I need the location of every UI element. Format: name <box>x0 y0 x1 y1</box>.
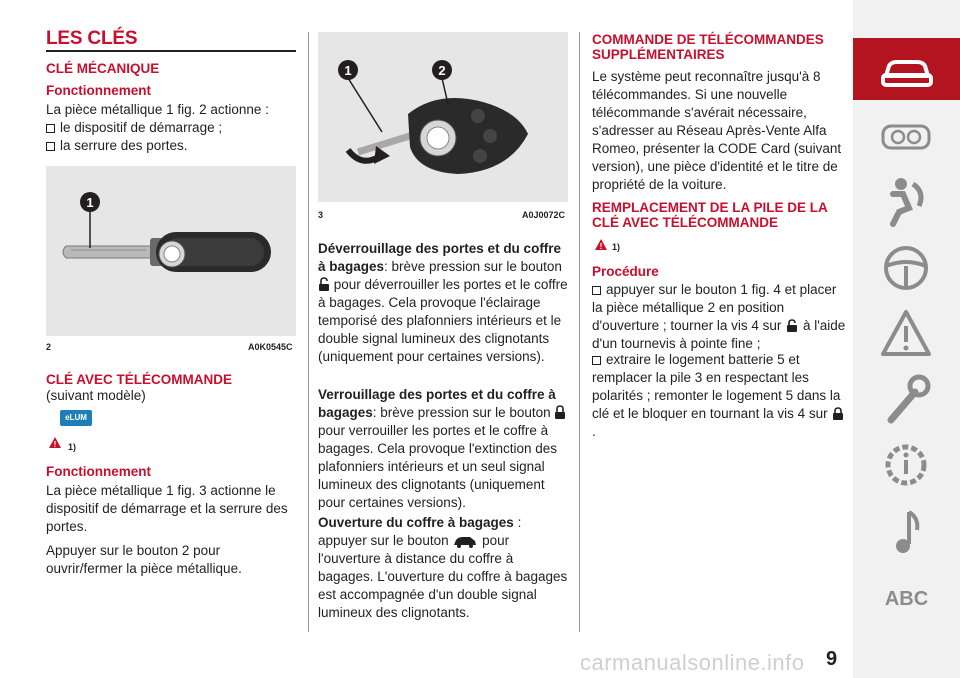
figure-code: A0J0072C <box>522 210 566 220</box>
warning-icon <box>594 238 608 251</box>
svg-text:!: ! <box>53 440 57 449</box>
figure-code: A0K0545C <box>248 342 293 352</box>
sidebar-item-safety[interactable] <box>853 170 960 232</box>
key-illustration <box>46 166 296 336</box>
warning-icon <box>48 436 62 449</box>
sidebar-item-multimedia[interactable] <box>853 500 960 562</box>
steering-wheel-icon <box>853 236 960 298</box>
watermark: carmanualsonline.info <box>580 650 805 675</box>
page-number: 9 <box>826 648 838 670</box>
page-title: LES CLÉS <box>46 28 138 49</box>
paragraph: La pièce métallique 1 fig. 3 actionne le dispositif de démarrage et la serrure des portes. <box>46 483 288 534</box>
music-note-icon <box>853 500 960 562</box>
checkbox-bullet-icon <box>46 124 55 133</box>
warning-reference: 1) <box>612 242 621 252</box>
unlock-icon <box>785 319 799 333</box>
section-title-additional-remotes: COMMANDE DE TÉLÉCOMMANDES SUPPLÉMENTAIRES <box>592 32 824 62</box>
sidebar-item-car[interactable] <box>853 38 960 100</box>
column-divider-2 <box>579 32 580 632</box>
list-item: appuyer sur le bouton 1 fig. 4 et placer la pièce métallique 2 en position d'ouverture ; tourner la vis 4 sur à l'aide d'un tournevis à pointe fine ; <box>592 282 846 351</box>
lock-icon <box>831 407 845 421</box>
warning-icon <box>853 302 960 364</box>
index-abc-label: ABC <box>884 588 929 610</box>
gear-info-icon <box>853 434 960 496</box>
lock-icon <box>554 405 566 420</box>
title-rule <box>46 50 296 52</box>
figure-3-remote-key <box>318 32 568 202</box>
checkbox-bullet-icon <box>46 142 55 151</box>
wrench-icon <box>853 368 960 430</box>
paragraph-trunk: Ouverture du coffre à bagages : appuyer sur le bouton pour l'ouverture à distance du coffre à bagages. L'ouverture du coffre à bagages est accompagnée d'un double signal lumineux des clignotants. <box>318 515 568 620</box>
section-subtitle: (suivant modèle) <box>46 388 146 403</box>
svg-text:!: ! <box>599 242 603 251</box>
checkbox-bullet-icon <box>592 356 601 365</box>
sidebar-item-driving[interactable] <box>853 236 960 298</box>
trunk-icon <box>452 534 478 548</box>
elum-badge: eLUM <box>60 410 92 426</box>
sidebar-item-emergency[interactable] <box>853 302 960 364</box>
paragraph-lock: Verrouillage des portes et du coffre à bagages: brève pression sur le bouton pour verrouiller les portes et le coffre à bagages. Cela provoque l'extinction des plafonniers intérieurs et un seul signal lumineux des clignotants (uniquement pour certaines versions). <box>318 386 570 512</box>
warning-reference: 1) <box>68 442 77 452</box>
sidebar-item-index[interactable] <box>853 572 960 634</box>
section-title-remote-key: CLÉ AVEC TÉLÉCOMMANDE <box>46 372 233 387</box>
paragraph-unlock: Déverrouillage des portes et du coffre à bagages: brève pression sur le bouton pour déverrouiller les portes et le coffre à bagages. Cela provoque l'éclairage temporisé des plafonniers intérieurs et le double signal lumineux des clignotants (uniquement pour certaines versions). <box>318 241 568 364</box>
car-icon <box>853 38 960 100</box>
list-item: la serrure des portes. <box>46 137 188 155</box>
checkbox-bullet-icon <box>592 286 601 295</box>
paragraph: Appuyer sur le bouton 2 pour ouvrir/fermer la pièce métallique. <box>46 543 242 576</box>
dashboard-icon <box>853 104 960 166</box>
subheading-operation: Fonctionnement <box>46 464 151 479</box>
seat-airbag-icon <box>853 170 960 232</box>
remote-key-illustration <box>318 32 568 202</box>
sidebar-item-technical[interactable] <box>853 434 960 496</box>
list-item: extraire le logement batterie 5 et remplacer la pile 3 en respectant les polarités ; remonter le logement 5 dans la clé et le bloquer en tournant la vis 4 sur . <box>592 351 847 441</box>
figure-2-mechanical-key <box>46 166 296 336</box>
list-item: le dispositif de démarrage ; <box>46 119 222 137</box>
paragraph: Le système peut reconnaître jusqu'à 8 télécommandes. Si une nouvelle télécommande s'avérait nécessaire, s'adresser au Réseau Après-Vente Alfa Romeo, présenter la CODE Card (suivant version), une pièce d'identité et le titre de propriété de la voiture. <box>592 69 842 192</box>
svg-text:2: 2 <box>438 63 446 78</box>
figure-number: 3 <box>318 210 324 220</box>
svg-text:1: 1 <box>344 63 352 78</box>
sidebar-item-maintenance[interactable] <box>853 368 960 430</box>
subheading-procedure: Procédure <box>592 264 659 279</box>
figure-number: 2 <box>46 342 52 352</box>
subheading-operation: Fonctionnement <box>46 83 151 98</box>
paragraph: La pièce métallique 1 fig. 2 actionne : <box>46 102 269 117</box>
sidebar-item-dashboard[interactable] <box>853 104 960 166</box>
unlock-icon <box>318 277 330 292</box>
svg-text:1: 1 <box>86 195 94 210</box>
column-divider-1 <box>308 32 309 632</box>
section-title-battery-replacement: REMPLACEMENT DE LA PILE DE LA CLÉ AVEC TÉLÉCOMMANDE <box>592 200 828 230</box>
section-title-mechanical-key: CLÉ MÉCANIQUE <box>46 61 160 76</box>
